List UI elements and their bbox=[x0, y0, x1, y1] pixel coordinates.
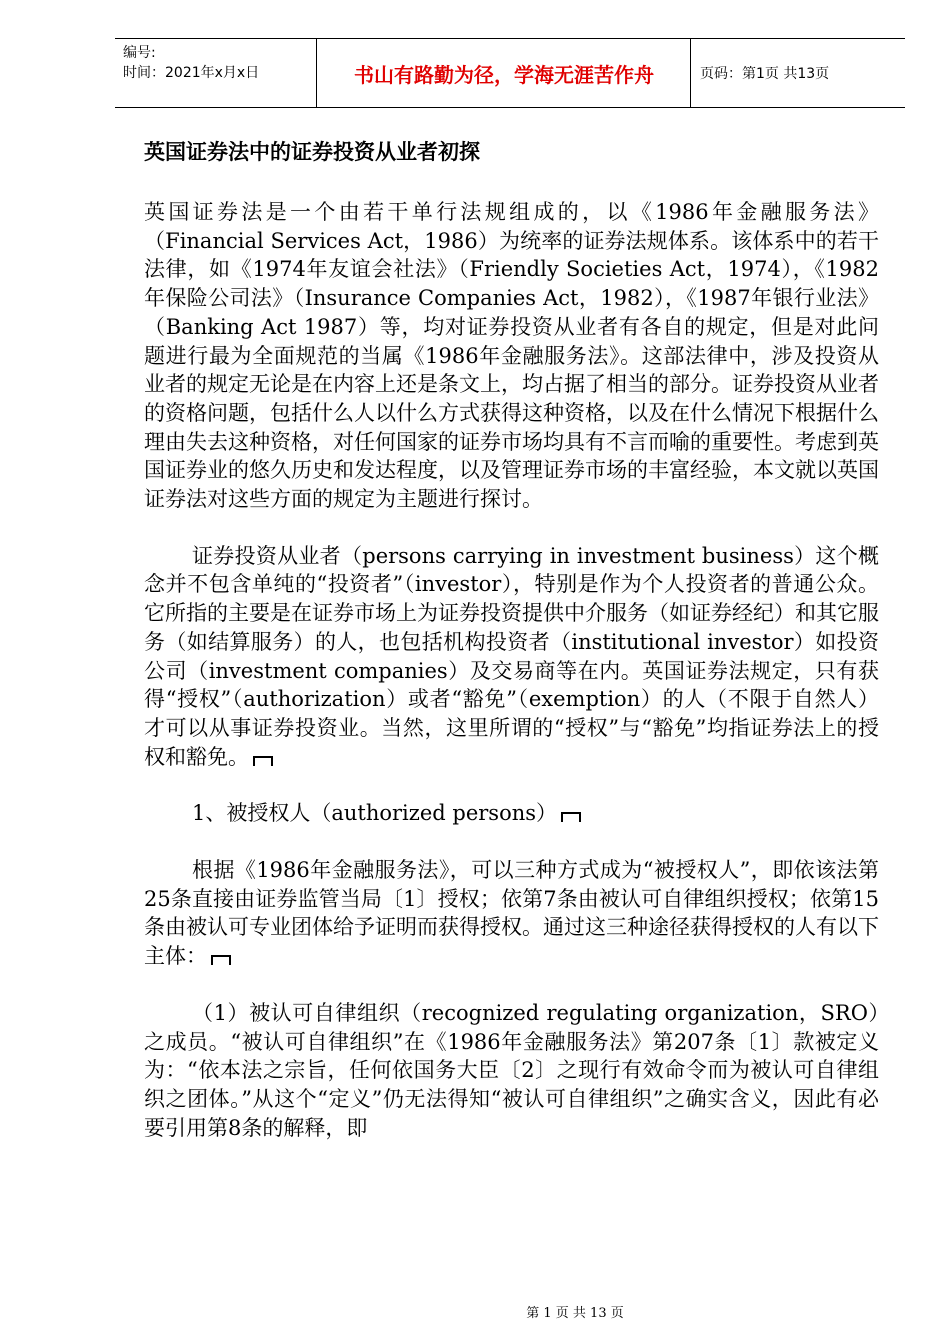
paragraph-intro bbox=[144, 198, 879, 514]
section-heading-authorized-persons bbox=[144, 799, 879, 828]
header-motto: 书山有路勤为径，学海无涯苦作舟 bbox=[354, 63, 654, 87]
paragraph-text: 英国证券法是一个由若干单行法规组成的，以《1986年金融服务法》（Financial Services Act，1986）为统率的证券法规体系。该体系中的若干法律，如《1974年友谊会社法》（Friendly Societies Act，1974），《1982年保险公司法》（Insurance Companies Act，1982），《1987年银行业法》（Banking Act 1987）等，均对证券投资从业者有各自的规定，但是对此问题进行最为全面规范的当属《1986年金融服务法》。这部法律中，涉及投资从业者的规定无论是在内容上还是条文上，均占据了相当的部分。证券投资从业者的资格问题，包括什么人以什么方式获得这种资格，以及在什么情况下根据什么理由失去这种资格，对任何国家的证券市场均具有不言而喻的重要性。考虑到英国证券业的悠久历史和发达程度，以及管理证券市场的丰富经验，本文就以英国证券法对这些方面的规定为主题进行探讨。 bbox=[144, 200, 879, 512]
document-title: 英国证券法中的证券投资从业者初探 bbox=[144, 140, 480, 164]
paragraph-end-mark bbox=[561, 812, 581, 822]
footer-page-number: 第 1 页 共 13 页 bbox=[526, 1306, 624, 1321]
document-body bbox=[144, 132, 879, 1170]
page-header bbox=[115, 38, 905, 108]
paragraph-text: （1）被认可自律组织（recognized regulating organization，SRO）之成员。“被认可自律组织”在《1986年金融服务法》第207条〔1〕款被定义为：“依本法之宗旨，任何依国务大臣〔2〕之现行有效命令而为被认可自律组织之团体。”从这个“定义”仍无法得知“被认可自律组织”之确实含义，因此有必要引用第8条的解释，即 bbox=[144, 1000, 879, 1140]
paragraph-text: 根据《1986年金融服务法》，可以三种方式成为“被授权人”，即依该法第25条直接由证券监管当局〔1〕授权；依第7条由被认可自律组织授权；依第15条由被认可专业团体给予证明而获得授权。通过这三种途径获得授权的人有以下主体： bbox=[144, 858, 879, 969]
paragraph-authorization-ways bbox=[144, 856, 879, 971]
header-divider bbox=[690, 39, 691, 107]
paragraph-end-mark bbox=[211, 955, 231, 965]
paragraph-definition bbox=[144, 542, 879, 772]
document-number-label: 编号: bbox=[123, 45, 156, 61]
page-footer bbox=[0, 1302, 950, 1321]
header-divider bbox=[316, 39, 317, 107]
paragraph-text: 1、被授权人（authorized persons） bbox=[192, 801, 558, 826]
header-page-code: 页码：第1页 共13页 bbox=[700, 66, 830, 82]
paragraph-end-mark bbox=[253, 756, 273, 766]
document-time-label: 时间：2021年x月x日 bbox=[123, 65, 260, 81]
paragraph-text: 证券投资从业者（persons carrying in investment business）这个概念并不包含单纯的“投资者”（investor），特别是作为个人投资者的普通公众。它所指的主要是在证券市场上为证券投资提供中介服务（如证券经纪）和其它服务（如结算服务）的人，也包括机构投资者（institutional investor）如投资公司（investment companies）及交易商等在内。英国证券法规定，只有获得“授权”（authorization）或者“豁免”（exemption）的人（不限于自然人）才可以从事证券投资业。当然，这里所谓的“授权”与“豁免”均指证券法上的授权和豁免。 bbox=[144, 543, 879, 769]
paragraph-sro-members bbox=[144, 999, 879, 1143]
header-meta bbox=[123, 43, 259, 83]
